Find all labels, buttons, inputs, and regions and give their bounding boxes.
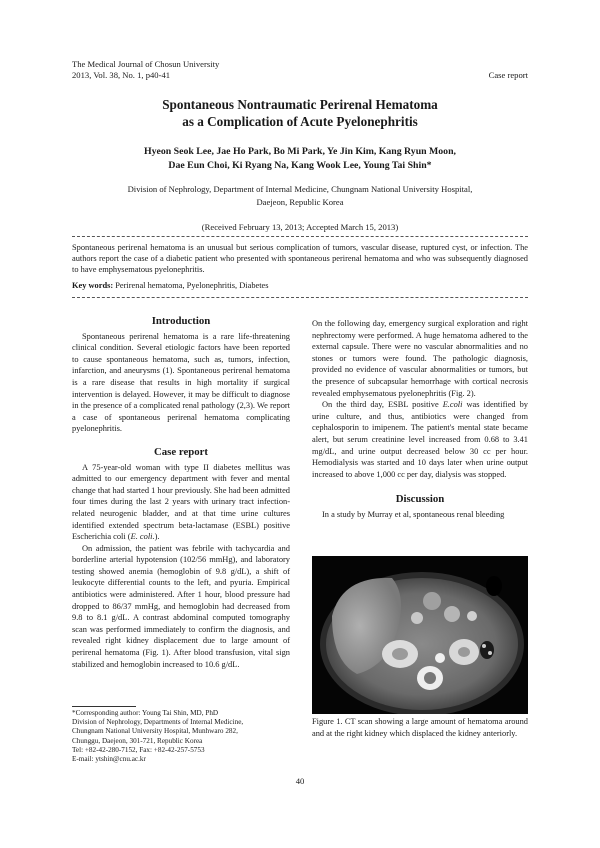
affiliation-line-1: Division of Nephrology, Department of Internal Medicine, Chungnam National University Hospital,: [127, 184, 473, 194]
article-title: [72, 96, 528, 130]
footnote-line-4: Chunggu, Daejeon, 301-721, Republic Korea: [72, 736, 203, 745]
right-column: [312, 318, 528, 521]
left-column: [72, 316, 290, 670]
abstract: Spontaneous perirenal hematoma is an unusual but serious complication of tumors, vascular disease, ruptured cyst, or infection. The authors report the case of a diabetic patient who presented with spontaneous perirenal hematoma and who was subsequently diagnosed to have emphysematous pyelonephritis.: [72, 243, 528, 275]
title-line-2: as a Complication of Acute Pyelonephritis: [182, 114, 418, 129]
case-report-p1-text: A 75-year-old woman with type II diabetes mellitus was admitted to our emergency department with fever and mental change that had started 1 hour previously. She had been admitted four times during the last 2 years with urinary tract infection-related neurogenic bladder, and at that time urine cultures identified extended spectrum beta-lactamase (ESBL) positive Escherichia coli (: [72, 462, 290, 542]
right-p2-end: was identified by urine culture, and thus, antibiotics were changed from cephalosporin to imipenem. The patient's mental state became alert, but serum creatinine level increased from 0.68 to 3.41 mg/dL, and urine output decreased below 30 cc per hour. Hemodialysis was started and 10 days later when urine output increased to above 1,000 cc per day, dialysis was stopped.: [312, 400, 528, 479]
article-type: Case report: [488, 70, 528, 80]
divider-bottom: [72, 297, 528, 298]
case-report-paragraph-2: On admission, the patient was febrile with tachycardia and borderline arterial hypotension (102/56 mmHg), and laboratory testing showed anemia (hemoglobin of 9.8 g/dL), a shift of leukocyte differential counts to the left, and pyuria. Empirical antibiotics were administered. After 1 hour, blood pressure had dropped to 86/37 mmHg, and hemoglobin had decreased from 9.8 to 8.1 g/dL. A contrast abdominal computed tomography scan was performed immediately to confirm the diagnosis, and revealed right kidney displacement due to large amount of perirenal hematoma (Fig. 1). After blood transfusion, vital sign stabilized and hemoglobin increased to 10.6 g/dL.: [72, 543, 290, 669]
affiliation: [72, 183, 528, 209]
introduction-heading: Introduction: [151, 315, 211, 327]
affiliation-line-2: Daejeon, Republic Korea: [256, 197, 344, 207]
footnote-line-5: Tel: +82-42-280-7152, Fax: +82-42-257-5753: [72, 745, 205, 754]
journal-volume: 2013, Vol. 38, No. 1, p40-41: [72, 70, 171, 80]
figure-caption: Figure 1. CT scan showing a large amount of hematoma around and at the right kidney which displaced the kidney anteriorly.: [312, 717, 528, 738]
footnote-line-6: E-mail: ytshin@cnu.ac.kr: [72, 755, 146, 764]
footnote-line-3: Chungnam National University Hospital, Munhwaro 282,: [72, 727, 238, 736]
title-line-1: Spontaneous Nontraumatic Perirenal Hematoma: [162, 97, 438, 112]
right-p2-italic: E.coli: [442, 400, 463, 410]
introduction-paragraph: Spontaneous perirenal hematoma is a rare life-threatening clinical condition. Several etiologic factors have been reported to cause spontaneous hematoma, such as, tumors, infection, infarction, and aneurysms (1). Spontaneous perirenal hematoma is a rare disease that results in high mortality if surgical intervention is delayed. However, it may be difficult to diagnose in the presence of a complicated renal pathology (2,3). We report a case of spontaneous perirenal hematoma complicating pyelonephritis.: [72, 331, 290, 434]
discussion-heading: Discussion: [395, 493, 445, 506]
footnote-line-1: *Corresponding author: Young Tai Shin, MD, PhD: [72, 709, 219, 717]
case-report-p1-italic: E. coli.: [130, 532, 155, 542]
authors-line-2: Dae Eun Choi, Ki Ryang Na, Kang Wook Lee, Young Tai Shin*: [168, 160, 432, 171]
footnote-line-2: Division of Nephrology, Departments of Internal Medicine,: [72, 718, 244, 727]
keywords-label: Key words:: [72, 281, 114, 290]
received-dates: (Received February 13, 2013; Accepted March 15, 2013): [201, 222, 399, 232]
keywords-value: Perirenal hematoma, Pyelonephritis, Diabetes: [113, 281, 269, 290]
journal-name: The Medical Journal of Chosun University: [72, 59, 220, 69]
page-number: 40: [295, 776, 305, 786]
corresponding-footnote: [72, 709, 292, 764]
author-list: [72, 145, 528, 173]
keywords: [72, 281, 528, 290]
right-paragraph-1: On the following day, emergency surgical exploration and right nephrectomy were performed. A huge hematoma adhered to the external capsule. There were no vascular abnormalities and no stones or tumors were found. The pathologic diagnosis, provided no evidence of vascular abnormalities or tumors, but the presence of subcapsular hemorrhage with cortical necrosis revealed emphysematous pyelonephritis (Fig. 2).: [312, 319, 528, 398]
right-p2-start: On the third day, ESBL positive: [322, 400, 443, 410]
case-report-p1-end: ).: [154, 532, 160, 542]
journal-header: [72, 59, 219, 81]
discussion-paragraph: In a study by Murray et al, spontaneous renal bleeding: [322, 509, 505, 519]
case-report-heading: Case report: [153, 445, 209, 458]
authors-line-1: Hyeon Seok Lee, Jae Ho Park, Bo Mi Park, Ye Jin Kim, Kang Ryun Moon,: [144, 146, 456, 157]
ct-scan-image: [312, 556, 528, 714]
divider-top: [72, 236, 528, 237]
right-paragraph-2: [312, 399, 528, 480]
case-report-paragraph-1: [72, 462, 290, 543]
ct-scan-figure: [312, 556, 528, 714]
footnote-rule: [72, 706, 136, 707]
